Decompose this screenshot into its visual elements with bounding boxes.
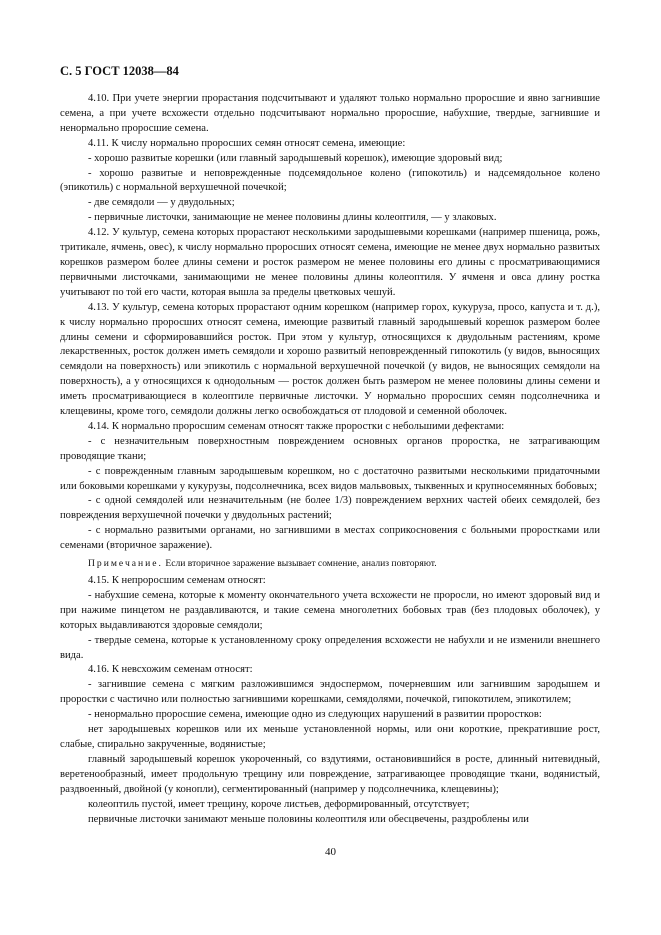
list-item: главный зародышевый корешок укороченный, со вздутиями, остановившийся в росте, длинный нитевидный, веретенообразный, имеет продольную трещину или повреждение, затрагивающее проводящие ткани, водянистый, раздвоенный, двойной (у конопли), сегментированный (например у подсолнечника, клещевины); bbox=[60, 753, 600, 795]
note-text: Если вторичное заражение вызывает сомнение, анализ повторяют. bbox=[162, 558, 437, 570]
paragraph-4-12: 4.12. У культур, семена которых прорастают несколькими зародышевыми корешками (например пшеница, рожь, тритикале, ячмень, овес), к числу нормально проросших относят семена, имеющие не менее двух нормально развитых корешков размером более длины семени и росток размером не менее половины его длины с просматривающимися первичными листочками, занимающими не менее половины длины колеоптиля. У ячменя и овса длину ростка учитывают по той его части, которая вышла за пределы цветковых чешуй. bbox=[60, 227, 600, 298]
list-item: нет зародышевых корешков или их меньше установленной нормы, или они короткие, прекратившие рост, слабые, спирально закрученные, водянистые; bbox=[60, 724, 600, 750]
paragraph-4-11: 4.11. К числу нормально проросших семян относят семена, имеющие: bbox=[88, 137, 406, 149]
note bbox=[60, 557, 600, 572]
page-header: С. 5 ГОСТ 12038—84 bbox=[60, 64, 179, 78]
list-item: - ненормально проросшие семена, имеющие одно из следующих нарушений в развитии проростков: bbox=[88, 709, 542, 721]
list-item: - хорошо развитые корешки (или главный зародышевый корешок), имеющие здоровый вид; bbox=[88, 152, 503, 164]
list-item: - первичные листочки, занимающие не менее половины длины колеоптиля, — у злаковых. bbox=[88, 212, 497, 224]
list-item: - с поврежденным главным зародышевым корешком, но с достаточно развитыми несколькими придаточными или боковыми корешками у кукурузы, подсолнечника, всех видов мальвовых, тыквенных и крупносемянных бобовых; bbox=[60, 465, 600, 492]
list-item: - с одной семядолей или незначительным (не более 1/3) повреждением верхних частей обеих семядолей, без повреждения верхушечной почечки у двудольных растений; bbox=[60, 495, 600, 522]
list-item: первичные листочки занимают меньше половины колеоптиля или обесцвечены, раздроблены или bbox=[88, 813, 529, 825]
list-item: - две семядоли — у двудольных; bbox=[88, 197, 235, 209]
list-item: - загнившие семена с мягким разложившимся эндоспермом, почерневшим или загнившим зародышем и проростки с частично или полностью загнившими корешками, семядолями, почечкой, гипокотилем, эпикотилем; bbox=[60, 679, 600, 706]
document-body bbox=[60, 92, 600, 827]
paragraph-4-13: 4.13. У культур, семена которых прорастают одним корешком (например горох, кукуруза, просо, капуста и т. д.), к числу нормально проросших относят семена, имеющие развитый главный зародышевый корешок размером более длины семени и сформировавшийся росток. При этом у культур, относящихся к двудольным растениям, кроме лекарственных, росток должен иметь семядоли и хорошо развитый неповрежденный гипокотиль (у видов, выносящих семядоли на поверхность) или эпикотиль с нормальной верхушечной почечкой (у видов, не выносящих семядоли на поверхность), а у относящихся к однодольным — росток должен быть размером не менее половины длины семени и иметь просматривающиеся в колеоптиле первичные листочки. У нормально проросших семян подсолнечника и клещевины, кроме того, семядоли должны легко освобождаться от плодовой и семенной оболочек. bbox=[60, 301, 600, 418]
list-item: - набухшие семена, которые к моменту окончательного учета всхожести не проросли, но имеют здоровый вид и при нажиме пинцетом не раздавливаются, и такие семена многолетних бобовых трав (без плодовых оболочек), у которых выдавливаются здоровые семядоли; bbox=[60, 589, 600, 631]
paragraph-4-14: 4.14. К нормально проросшим семенам относят также проростки с небольшими дефектами: bbox=[88, 420, 505, 432]
note-label: Примечание. bbox=[88, 558, 163, 570]
list-item: - с незначительным поверхностным повреждением основных органов проростка, не затрагивающим проводящие ткани; bbox=[60, 435, 600, 462]
paragraph-4-15: 4.15. К непроросшим семенам относят: bbox=[88, 575, 266, 586]
list-item: - с нормально развитыми органами, но загнившими в местах соприкосновения с больными проростками или семенами (вторичное заражение). bbox=[60, 525, 600, 552]
paragraph-4-16: 4.16. К невсхожим семенам относят: bbox=[88, 664, 253, 676]
paragraph-4-10: 4.10. При учете энергии прорастания подсчитывают и удаляют только нормально проросшие и явно загнившие семена, а при учете всхожести отдельно подсчитывают нормально проросшие, набухшие, твердые, загнившие и ненормально проросшие семена. bbox=[60, 93, 600, 134]
list-item: колеоптиль пустой, имеет трещину, короче листьев, деформированный, отсутствует; bbox=[88, 798, 470, 810]
page-number: 40 bbox=[325, 846, 336, 858]
list-item: - твердые семена, которые к установленному сроку определения всхожести не набухли и не изменили внешнего вида. bbox=[60, 634, 600, 661]
list-item: - хорошо развитые и неповрежденные подсемядольное колено (гипокотиль) и надсемядольное колено (эпикотиль) с нормальной верхушечной почечкой; bbox=[60, 167, 600, 194]
